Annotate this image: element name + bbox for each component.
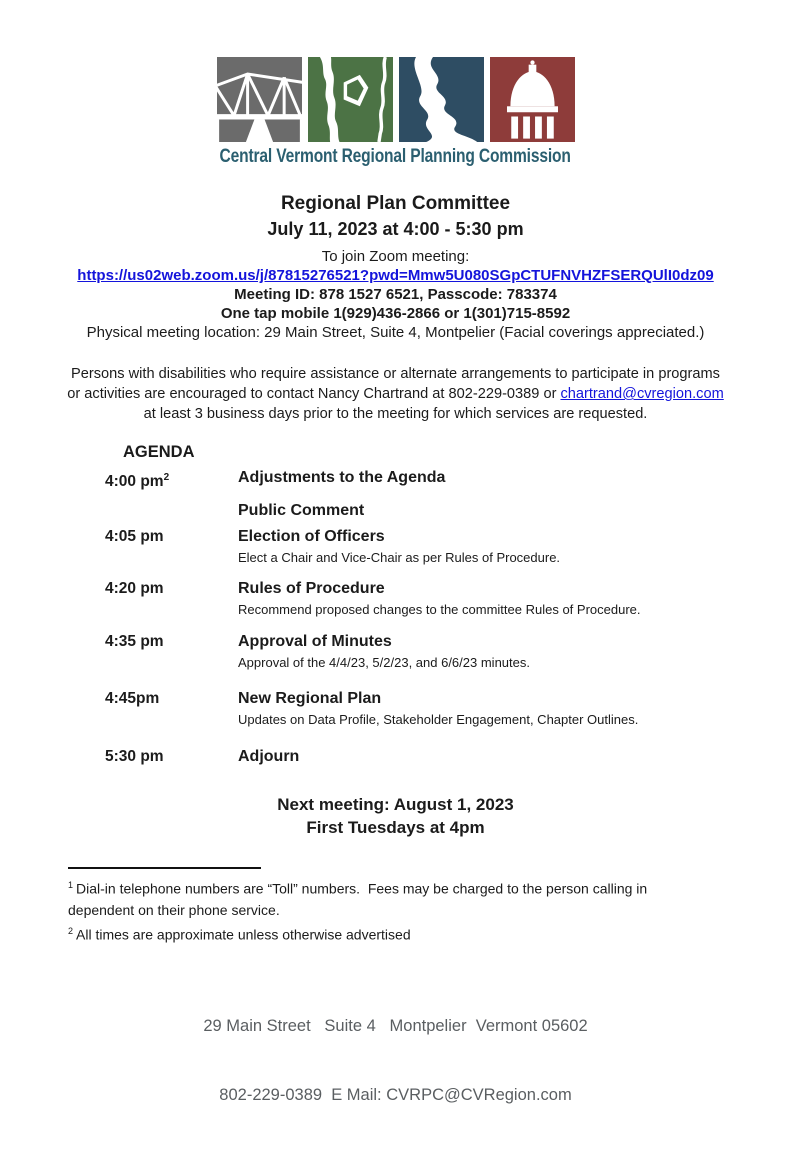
vermont-map-icon	[308, 57, 393, 142]
agenda-heading: AGENDA	[123, 443, 195, 461]
logo	[0, 0, 791, 168]
zoom-intro: To join Zoom meeting:	[321, 248, 470, 265]
meeting-header	[0, 192, 791, 342]
letterhead-footer	[0, 969, 791, 1153]
accessibility-line-2: or activities are encouraged to contact Nancy Chartrand at 802-229-0389 or chartrand@cvregion.com	[67, 386, 724, 402]
agenda-item-desc: Updates on Data Profile, Stakeholder Engagement, Chapter Outlines.	[238, 712, 639, 728]
capitol-dome-icon	[490, 57, 575, 142]
next-meeting-note	[0, 793, 791, 839]
logo-tiles	[0, 57, 791, 142]
agenda-time: 4:35 pm	[105, 633, 164, 651]
agenda-row	[105, 747, 791, 767]
agenda-time: 4:00 $pm^2$	[105, 472, 170, 491]
agenda-row	[105, 527, 791, 566]
time-superscript: 2	[163, 472, 170, 483]
footnote-divider	[68, 867, 261, 869]
meeting-datetime: July 11, 2023 at 4:00 - 5:30 pm	[267, 219, 524, 239]
bridge-icon	[217, 57, 302, 142]
accessibility-line-3: at least 3 business days prior to the meeting for which services are requested.	[143, 406, 648, 422]
agenda-item-title: Adjourn	[238, 748, 300, 766]
accessibility-line-1: Persons with disabilities who require assistance or alternate arrangements to participate in programs	[71, 366, 720, 382]
agenda-time: 4:20 pm	[105, 580, 164, 598]
agenda-row	[105, 579, 791, 618]
agenda-item-title: Approval of Minutes	[238, 633, 392, 651]
agenda-row	[105, 468, 791, 492]
agenda-item-title: Rules of Procedure	[238, 580, 385, 598]
agenda-item-title: Public Comment	[238, 502, 365, 520]
footnotes-section	[68, 867, 791, 945]
org-name: Central Vermont Regional Planning Commission	[219, 146, 572, 167]
agenda-time: 4:45pm	[105, 690, 160, 708]
meeting-id: Meeting ID: 878 1527 6521, Passcode: 783374	[234, 286, 557, 303]
footer-contact: 802-229-0389 E Mail: CVRPC@CVRegion.com	[219, 1086, 572, 1105]
accessibility-note	[0, 364, 791, 424]
footnote-marker: 1	[68, 880, 74, 891]
zoom-link[interactable]: https://us02web.zoom.us/j/87815276521?pwd=Mmw5U080SGpCTUFNVHZFSERQUlI0dz09	[77, 267, 714, 284]
agenda-row	[105, 632, 791, 671]
next-meeting-line-2: First Tuesdays at 4pm	[306, 818, 485, 838]
agenda-item-desc: Elect a Chair and Vice-Chair as per Rules of Procedure.	[238, 550, 561, 566]
footer-address: 29 Main Street Suite 4 Montpelier Vermont 05602	[203, 1017, 588, 1036]
next-meeting-line-1: Next meeting: August 1, 2023	[277, 795, 514, 815]
agenda-row	[105, 501, 791, 521]
agenda-item-title: Adjustments to the Agenda	[238, 469, 446, 486]
footnote-1: $^1$ Dial-in telephone numbers are “Toll” numbers. Fees may be charged to the person calling in dependent on their phone service.	[68, 880, 648, 918]
footnote-marker: 2	[68, 925, 74, 936]
river-icon	[399, 57, 484, 142]
one-tap-numbers: One tap mobile 1(929)436-2866 or 1(301)715-8592	[220, 305, 571, 322]
agenda-item-desc: Recommend proposed changes to the committee Rules of Procedure.	[238, 602, 641, 618]
agenda-item-title: New Regional Plan	[238, 690, 382, 708]
contact-email-link[interactable]: chartrand@cvregion.com	[560, 386, 724, 402]
agenda-row	[105, 689, 791, 728]
agenda-section	[105, 442, 791, 767]
agenda-time: 5:30 pm	[105, 748, 164, 766]
footnote-2: $^2$ All times are approximate unless otherwise advertised	[68, 925, 411, 943]
agenda-time: 4:05 pm	[105, 528, 164, 546]
agenda-item-title: Election of Officers	[238, 528, 385, 546]
meeting-title: Regional Plan Committee	[280, 193, 511, 214]
meeting-location: Physical meeting location: 29 Main Street, Suite 4, Montpelier (Facial coverings appreciated.)	[86, 324, 705, 341]
agenda-item-desc: Approval of the 4/4/23, 5/2/23, and 6/6/23 minutes.	[238, 655, 530, 671]
